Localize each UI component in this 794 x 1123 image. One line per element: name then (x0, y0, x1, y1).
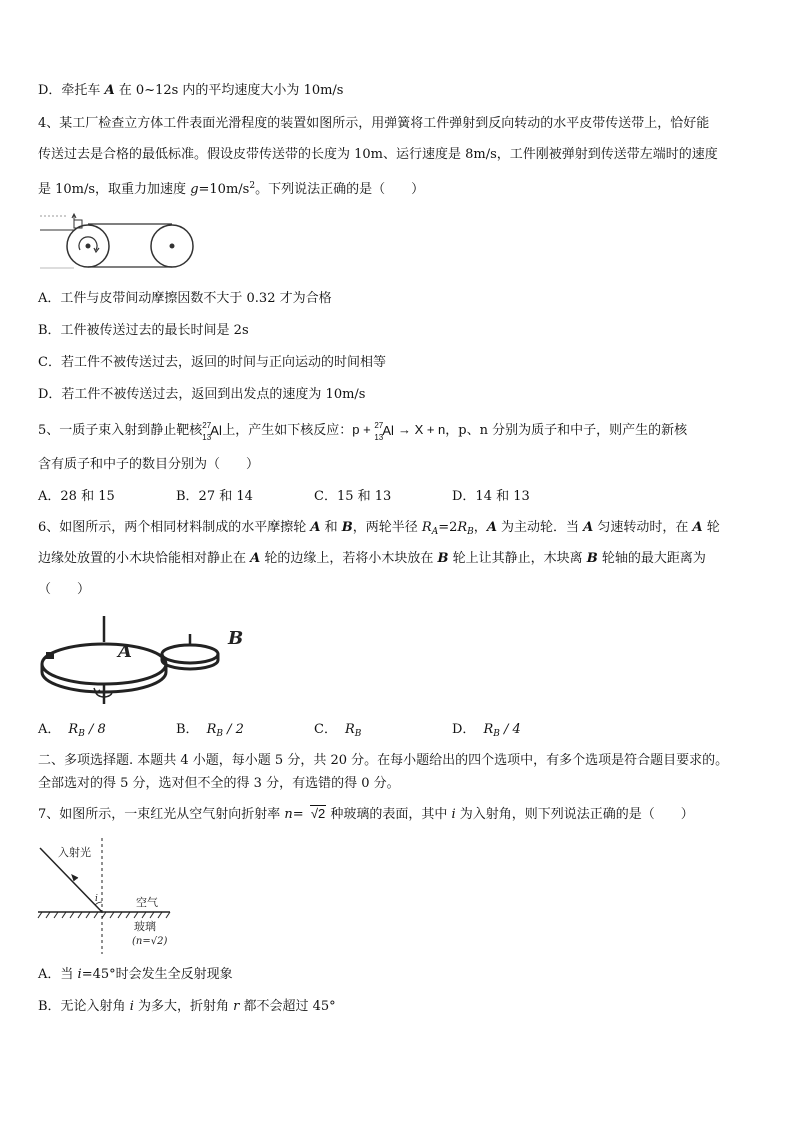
q6-rb-sub: B (467, 527, 474, 537)
q6-option-c (314, 721, 361, 743)
q6-fig-label-b: B (228, 628, 244, 649)
q7-fig-glass-label: 玻璃 (134, 920, 156, 933)
q5-line-1-a: 5、一质子束入射到静止靶核 (38, 423, 203, 438)
q7-option-b (38, 998, 336, 1016)
q4-line-3 (38, 177, 424, 199)
q7-eq: = (292, 807, 308, 822)
option-expr: R (206, 722, 217, 737)
q6-ra-sub: A (431, 527, 439, 537)
q6-text: 轮上让其静止，木块离 (448, 551, 587, 566)
q5-line-1 (38, 421, 687, 440)
q6-text: 匀速转动时，在 (593, 520, 693, 535)
q3-option-d (38, 82, 343, 100)
q6-var-b: B (437, 551, 449, 566)
q7-fig-air-label: 空气 (136, 896, 158, 909)
q7-i: i (451, 807, 456, 822)
q5-reaction-left: p + (352, 422, 375, 437)
option-expr: R (483, 722, 494, 737)
nuclide-charge: 13 (202, 433, 212, 442)
q7-sqrt: √2 (310, 806, 326, 821)
q7-text: =45°时会发生全反射现象 (81, 967, 233, 982)
q7-fig-index-label: (n=√2) (132, 936, 168, 947)
q7-i: i (77, 967, 82, 982)
q5-option-a: A．28 和 15 (38, 489, 115, 504)
nuclide-charge: 13 (374, 433, 384, 442)
q6-var-a: A (310, 520, 321, 535)
option-letter: A． (38, 722, 61, 737)
q6-var-a: A (692, 520, 703, 535)
option-letter: B． (176, 722, 199, 737)
q7-sqrt-value: 2 (317, 806, 326, 821)
q6-var-b: B (586, 551, 598, 566)
q7-r: r (233, 999, 240, 1014)
q4-exponent: 2 (249, 181, 256, 191)
q6-eq: =2 (438, 520, 458, 535)
option-sub: B (493, 729, 500, 739)
q4-line-3-b: =10m/s (198, 182, 250, 197)
q6-option-a (38, 721, 106, 743)
q7-line-1 (38, 805, 694, 824)
q4-option-c: C．若工件不被传送过去，返回的时间与正向运动的时间相等 (38, 355, 386, 370)
option-tail: / 2 (222, 722, 244, 737)
q4-line-3-c: 。下列说法正确的是（ ） (255, 182, 425, 197)
q6-line-1 (38, 519, 720, 541)
option-sub: B (78, 729, 85, 739)
section2-line-2: 全部选对的得 5 分，选对但不全的得 3 分，有选错的得 0 分。 (38, 776, 400, 791)
q7-text: A．当 (38, 967, 78, 982)
nuclide-symbol: Al (210, 423, 222, 438)
q4-conveyor-figure (36, 210, 196, 280)
q5-reaction-right: → X + n (394, 422, 446, 437)
q5-line-2: 含有质子和中子的数目分别为（ ） (38, 457, 260, 472)
option-expr: R (344, 722, 355, 737)
q7-option-a (38, 966, 233, 984)
section2-line-1: 二、多项选择题. 本题共 4 小题，每小题 5 分，共 20 分。在每小题给出的四个选项中，有多个选项是符合题目要求的。 (38, 753, 729, 768)
q4-option-b: B．工件被传送过去的最长时间是 2s (38, 323, 249, 338)
q6-var-a: A (250, 551, 261, 566)
q5-option-b: B．27 和 14 (176, 489, 253, 504)
q6-text: 轮的边缘上，若将小木块放在 (260, 551, 438, 566)
q7-text: 7、如图所示，一束红光从空气射向折射率 (38, 807, 285, 822)
q3-option-d-text: 在 0~12s 内的平均速度大小为 10m/s (114, 83, 344, 98)
q4-option-d: D．若工件不被传送过去，返回到出发点的速度为 10m/s (38, 387, 366, 402)
q4-line-2: 传送过去是合格的最低标准。假设皮带传送带的长度为 10m、运行速度是 8m/s，工件刚被弹射到传送带左端时的速度 (38, 147, 718, 162)
q7-refraction-figure (36, 836, 186, 956)
q4-gravity-symbol: g (190, 182, 199, 197)
q5-option-c: C．15 和 13 (314, 489, 392, 504)
q6-text: 轮 (702, 520, 720, 535)
q6-rb: R (457, 520, 468, 535)
q6-text: 边缘处放置的小木块恰能相对静止在 (38, 551, 251, 566)
option-letter: C． (314, 722, 337, 737)
q7-text: 种玻璃的表面，其中 (326, 807, 452, 822)
q6-option-b (176, 721, 244, 743)
q7-text: 为多大，折射角 (133, 999, 234, 1014)
q7-fig-incident-label: 入射光 (58, 846, 91, 859)
option-tail: / 8 (84, 722, 106, 737)
q3-option-d-prefix: D．牵托车 (38, 83, 105, 98)
q6-var-a: A (583, 520, 594, 535)
q6-var-b: B (341, 520, 353, 535)
option-tail: / 4 (499, 722, 521, 737)
nuclide-symbol: Al (382, 423, 394, 438)
q6-ra: R (421, 520, 432, 535)
q6-line-2 (38, 550, 706, 568)
option-expr: R (68, 722, 79, 737)
q6-text: 为主动轮．当 (496, 520, 584, 535)
option-sub: B (354, 729, 362, 739)
q3-option-d-var: A (104, 83, 115, 98)
option-sub: B (216, 729, 223, 739)
q6-fig-label-a: A (118, 641, 132, 662)
q6-line-3: （ ） (38, 582, 91, 597)
q6-var-a: A (486, 520, 497, 535)
q5-line-1-b: 上，产生如下核反应： (222, 423, 353, 438)
q5-option-d: D．14 和 13 (452, 489, 530, 504)
q6-option-d (452, 721, 521, 743)
q7-text: 为入射角，则下列说法正确的是（ ） (455, 807, 694, 822)
q7-fig-angle-label: i (95, 894, 98, 904)
q5-nuclide-reaction (374, 421, 394, 442)
q7-n: n (284, 807, 293, 822)
q5-line-1-c: ，p、n 分别为质子和中子，则产生的新核 (445, 423, 688, 438)
q6-text: 和 (320, 520, 342, 535)
q7-text: B．无论入射角 (38, 999, 130, 1014)
q4-line-1: 4、某工厂检查立方体工件表面光滑程度的装置如图所示，用弹簧将工件弹射到反向转动的水平皮带传送带上，恰好能 (38, 116, 710, 131)
q5-nuclide-target (202, 421, 222, 442)
q7-i: i (129, 999, 134, 1014)
nuclide-mass: 27 (374, 421, 384, 430)
option-letter: D． (452, 722, 476, 737)
q6-text: 轮轴的最大距离为 (597, 551, 706, 566)
q4-line-3-a: 是 10m/s，取重力加速度 (38, 182, 191, 197)
nuclide-mass: 27 (202, 421, 212, 430)
q7-text: 都不会超过 45° (239, 999, 336, 1014)
q6-text: 6、如图所示，两个相同材料制成的水平摩擦轮 (38, 520, 311, 535)
q4-option-a: A．工件与皮带间动摩擦因数不大于 0.32 才为合格 (38, 291, 332, 306)
q6-text: ，两轮半径 (352, 520, 422, 535)
q6-wheels-figure (38, 612, 258, 712)
q6-text: ， (473, 520, 487, 535)
